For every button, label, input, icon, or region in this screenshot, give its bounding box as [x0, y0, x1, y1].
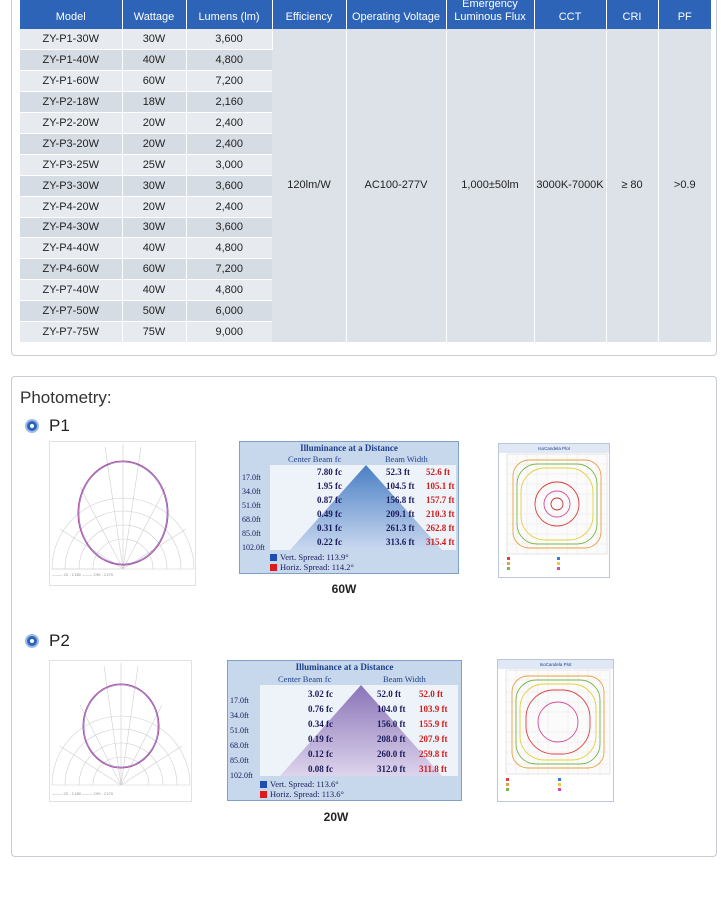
beam-width-vert-value: 156.8 ft — [386, 495, 415, 505]
svg-text:——— C0 - C180 ——— C90 -: ——— C0 - C180 ——— C90 - C270 — [52, 792, 114, 796]
cell-wattage: 40W — [122, 50, 186, 71]
variant-p1-heading — [25, 416, 70, 436]
distance-label: 85.0ft — [230, 756, 249, 765]
isocandela-title: IsoCandela Plot — [498, 660, 613, 669]
beam-width-vert-value: 208.0 ft — [377, 734, 406, 744]
horiz-spread-legend — [270, 562, 354, 572]
distance-label: 102.0ft — [242, 543, 265, 552]
horiz-legend-swatch — [270, 564, 277, 571]
beam-width-horiz-value: 52.0 ft — [419, 689, 443, 699]
distance-label: 17.0ft — [230, 696, 249, 705]
center-beam-value: 0.49 fc — [317, 509, 342, 519]
cell-wattage: 30W — [122, 29, 186, 50]
table-row — [20, 29, 711, 50]
horiz-spread-text: Horiz. Spread: 114.2° — [280, 562, 354, 572]
cell-lumens: 2,400 — [186, 133, 272, 154]
center-beam-value: 7.80 fc — [317, 467, 342, 477]
polar-candela-chart — [49, 441, 196, 586]
vert-spread-legend — [260, 779, 339, 789]
cell-model: ZY-P4-40W — [20, 238, 122, 259]
isocandela-plot — [497, 659, 614, 802]
cell-lumens: 2,400 — [186, 113, 272, 134]
polar-chart-graphic — [50, 661, 193, 803]
center-beam-value: 0.76 fc — [308, 704, 333, 714]
distance-label: 34.0ft — [230, 711, 249, 720]
beam-width-horiz-value: 157.7 ft — [426, 495, 455, 505]
beam-width-horiz-value: 262.8 ft — [426, 523, 455, 533]
beam-width-header: Beam Width — [383, 674, 426, 684]
cell-lumens: 7,200 — [186, 259, 272, 280]
beam-width-vert-value: 156.0 ft — [377, 719, 406, 729]
illuminance-title: Illuminance at a Distance — [300, 443, 398, 453]
cell-model: ZY-P2-20W — [20, 113, 122, 134]
cell-wattage: 30W — [122, 217, 186, 238]
variant-label: P2 — [49, 631, 70, 650]
cell-lumens: 7,200 — [186, 71, 272, 92]
isocandela-plot — [498, 443, 610, 578]
bullet-icon — [25, 419, 39, 433]
cell-wattage: 50W — [122, 301, 186, 322]
center-beam-value: 0.31 fc — [317, 523, 342, 533]
beam-width-vert-value: 209.1 ft — [386, 509, 415, 519]
header-model: Model — [20, 0, 122, 29]
merged-cell-emergency-flux: 1,000±50lm — [446, 29, 534, 342]
beam-width-horiz-value: 52.6 ft — [426, 467, 450, 477]
polar-chart-graphic — [50, 442, 197, 587]
vert-spread-text: Vert. Spread: 113.9° — [280, 552, 349, 562]
cell-model: ZY-P2-18W — [20, 92, 122, 113]
beam-width-vert-value: 104.0 ft — [377, 704, 406, 714]
beam-width-horiz-value: 103.9 ft — [419, 704, 448, 714]
merged-cell-pf: >0.9 — [658, 29, 711, 342]
header-emergency-flux: Emergency Luminous Flux — [446, 0, 534, 29]
cell-lumens: 4,800 — [186, 280, 272, 301]
isocandela-title: IsoCandela Plot — [499, 444, 609, 453]
cell-model: ZY-P4-20W — [20, 196, 122, 217]
center-beam-value: 0.87 fc — [317, 495, 342, 505]
illuminance-distance-chart — [227, 660, 462, 801]
illuminance-distance-chart — [239, 441, 459, 574]
center-beam-value: 0.34 fc — [308, 719, 333, 729]
cell-wattage: 40W — [122, 280, 186, 301]
cell-lumens: 3,600 — [186, 175, 272, 196]
header-cct: CCT — [534, 0, 606, 29]
beam-width-vert-value: 104.5 ft — [386, 481, 415, 491]
cell-wattage: 30W — [122, 175, 186, 196]
cell-lumens: 9,000 — [186, 321, 272, 342]
svg-text:——— C0 - C180 ——— C90 -: ——— C0 - C180 ——— C90 - C270 — [52, 573, 114, 577]
cell-lumens: 3,600 — [186, 217, 272, 238]
distance-label: 68.0ft — [230, 741, 249, 750]
distance-label: 68.0ft — [242, 515, 261, 524]
vert-spread-legend — [270, 552, 349, 562]
cell-model: ZY-P4-60W — [20, 259, 122, 280]
spec-table-card — [11, 0, 717, 356]
cell-lumens: 3,000 — [186, 154, 272, 175]
header-efficiency: Efficiency — [272, 0, 346, 29]
isocandela-graphic — [498, 660, 615, 803]
center-beam-value: 1.95 fc — [317, 481, 342, 491]
polar-candela-chart — [49, 660, 192, 802]
distance-label: 51.0ft — [242, 501, 261, 510]
cell-wattage: 40W — [122, 238, 186, 259]
center-beam-value: 0.12 fc — [308, 749, 333, 759]
center-beam-header: Center Beam fc — [278, 674, 332, 684]
header-lumens: Lumens (lm) — [186, 0, 272, 29]
cell-wattage: 20W — [122, 113, 186, 134]
cell-lumens: 6,000 — [186, 301, 272, 322]
cell-model: ZY-P7-50W — [20, 301, 122, 322]
cell-model: ZY-P7-40W — [20, 280, 122, 301]
spec-table — [20, 0, 711, 343]
cell-lumens: 4,800 — [186, 50, 272, 71]
cell-wattage: 60W — [122, 259, 186, 280]
distance-label: 85.0ft — [242, 529, 261, 538]
center-beam-value: 0.08 fc — [308, 764, 333, 774]
spec-table-header-row — [20, 0, 711, 29]
distance-label: 51.0ft — [230, 726, 249, 735]
center-beam-value: 0.19 fc — [308, 734, 333, 744]
vert-legend-swatch — [260, 781, 267, 788]
variant-caption: 60W — [331, 582, 357, 596]
beam-width-horiz-value: 311.8 ft — [419, 764, 447, 774]
cell-model: ZY-P3-25W — [20, 154, 122, 175]
cell-wattage: 20W — [122, 133, 186, 154]
distance-label: 34.0ft — [242, 487, 261, 496]
beam-width-vert-value: 52.0 ft — [377, 689, 401, 699]
vert-spread-text: Vert. Spread: 113.6° — [270, 779, 339, 789]
cell-wattage: 18W — [122, 92, 186, 113]
center-beam-value: 3.02 fc — [308, 689, 333, 699]
merged-cell-efficiency: 120lm/W — [272, 29, 346, 342]
cell-lumens: 2,160 — [186, 92, 272, 113]
beam-width-horiz-value: 210.3 ft — [426, 509, 455, 519]
beam-width-vert-value: 312.0 ft — [377, 764, 406, 774]
merged-cell-voltage: AC100-277V — [346, 29, 446, 342]
cell-model: ZY-P1-30W — [20, 29, 122, 50]
variant-label: P1 — [49, 416, 70, 435]
cell-wattage: 25W — [122, 154, 186, 175]
beam-width-vert-value: 260.0 ft — [377, 749, 406, 759]
merged-cell-cct: 3000K-7000K — [534, 29, 606, 342]
distance-label: 102.0ft — [230, 771, 253, 780]
beam-width-vert-value: 261.3 ft — [386, 523, 415, 533]
horiz-spread-text: Horiz. Spread: 113.6° — [270, 789, 344, 799]
cell-wattage: 20W — [122, 196, 186, 217]
center-beam-value: 0.22 fc — [317, 537, 342, 547]
cell-model: ZY-P1-60W — [20, 71, 122, 92]
cell-wattage: 60W — [122, 71, 186, 92]
beam-width-vert-value: 52.3 ft — [386, 467, 410, 477]
variant-p2-heading — [25, 631, 70, 651]
beam-width-horiz-value: 259.8 ft — [419, 749, 448, 759]
cell-model: ZY-P7-75W — [20, 321, 122, 342]
cell-lumens: 3,600 — [186, 29, 272, 50]
header-cri: CRI — [606, 0, 658, 29]
cell-model: ZY-P3-30W — [20, 175, 122, 196]
beam-width-horiz-value: 105.1 ft — [426, 481, 455, 491]
header-wattage: Wattage — [122, 0, 186, 29]
cell-model: ZY-P1-40W — [20, 50, 122, 71]
beam-width-horiz-value: 207.9 ft — [419, 734, 448, 744]
vert-legend-swatch — [270, 554, 277, 561]
merged-cell-cri: ≥ 80 — [606, 29, 658, 342]
beam-width-header: Beam Width — [385, 454, 428, 464]
isocandela-graphic — [499, 444, 611, 579]
horiz-spread-legend — [260, 789, 344, 799]
beam-width-vert-value: 313.6 ft — [386, 537, 415, 547]
beam-width-horiz-value: 315.4 ft — [426, 537, 455, 547]
photometry-title: Photometry: — [20, 388, 112, 407]
cell-wattage: 75W — [122, 321, 186, 342]
beam-width-horiz-value: 155.9 ft — [419, 719, 448, 729]
bullet-icon — [25, 634, 39, 648]
distance-label: 17.0ft — [242, 473, 261, 482]
header-pf: PF — [658, 0, 711, 29]
cell-lumens: 2,400 — [186, 196, 272, 217]
cell-model: ZY-P3-20W — [20, 133, 122, 154]
variant-caption: 20W — [323, 810, 349, 824]
header-voltage: Operating Voltage — [346, 0, 446, 29]
spec-table-body — [20, 29, 711, 342]
horiz-legend-swatch — [260, 791, 267, 798]
cell-lumens: 4,800 — [186, 238, 272, 259]
center-beam-header: Center Beam fc — [288, 454, 342, 464]
cell-model: ZY-P4-30W — [20, 217, 122, 238]
illuminance-title: Illuminance at a Distance — [295, 662, 394, 672]
